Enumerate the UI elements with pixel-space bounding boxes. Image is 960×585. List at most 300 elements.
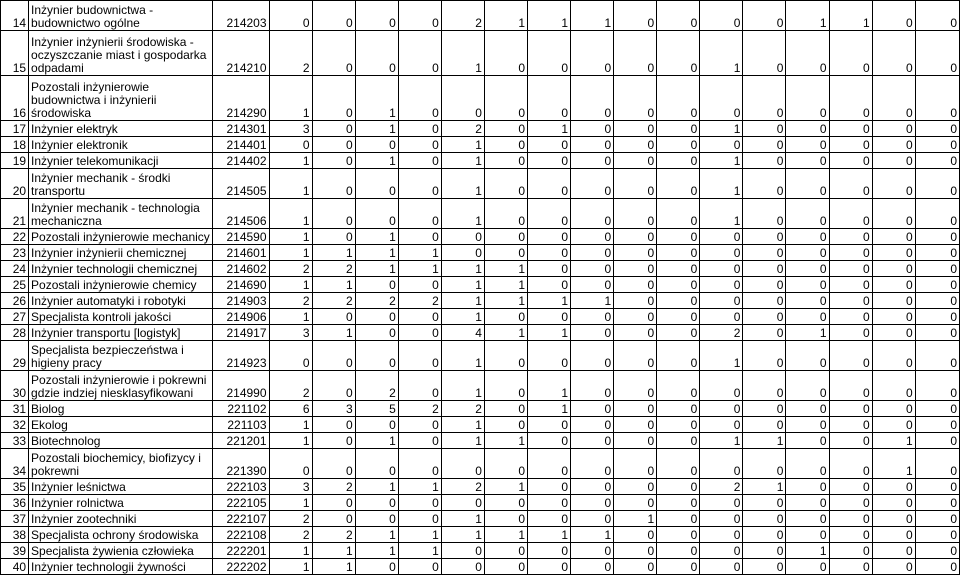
occupation-code: 214917 <box>213 325 269 341</box>
value-cell: 1 <box>441 31 484 76</box>
value-cell: 0 <box>915 76 959 121</box>
row-number: 17 <box>1 121 29 137</box>
value-cell: 0 <box>312 121 355 137</box>
occupation-name: Specjalista żywienia człowieka <box>29 543 213 559</box>
value-cell: 0 <box>355 137 398 153</box>
value-cell: 0 <box>743 229 786 245</box>
row-number: 30 <box>1 371 29 401</box>
value-cell: 0 <box>743 137 786 153</box>
value-cell: 0 <box>743 341 786 371</box>
table-row <box>1 433 960 449</box>
occupation-code: 214590 <box>213 229 269 245</box>
value-cell: 0 <box>872 417 915 433</box>
value-cell: 0 <box>484 449 527 479</box>
value-cell: 0 <box>786 527 829 543</box>
occupation-code: 221102 <box>213 401 269 417</box>
value-cell: 0 <box>915 261 959 277</box>
value-cell: 0 <box>915 153 959 169</box>
value-cell: 1 <box>571 1 614 31</box>
value-cell: 0 <box>915 121 959 137</box>
value-cell: 0 <box>614 401 657 417</box>
value-cell: 0 <box>355 325 398 341</box>
value-cell: 0 <box>872 169 915 199</box>
occupation-name: Biolog <box>29 401 213 417</box>
value-cell: 0 <box>614 543 657 559</box>
value-cell: 0 <box>786 371 829 401</box>
value-cell: 1 <box>355 433 398 449</box>
value-cell: 0 <box>786 245 829 261</box>
value-cell: 0 <box>571 309 614 325</box>
value-cell: 6 <box>269 401 312 417</box>
value-cell: 0 <box>700 401 743 417</box>
value-cell: 2 <box>355 293 398 309</box>
value-cell: 0 <box>829 495 872 511</box>
occupation-code: 221103 <box>213 417 269 433</box>
occupation-name: Biotechnolog <box>29 433 213 449</box>
table-row <box>1 169 960 199</box>
value-cell: 1 <box>441 371 484 401</box>
value-cell: 1 <box>484 293 527 309</box>
value-cell: 0 <box>571 121 614 137</box>
value-cell: 1 <box>355 261 398 277</box>
value-cell: 1 <box>786 543 829 559</box>
value-cell: 0 <box>786 121 829 137</box>
value-cell: 0 <box>614 293 657 309</box>
value-cell: 2 <box>700 479 743 495</box>
occupation-name: Inżynier elektryk <box>29 121 213 137</box>
occupation-name: Specjalista ochrony środowiska <box>29 527 213 543</box>
value-cell: 1 <box>786 1 829 31</box>
value-cell: 0 <box>915 277 959 293</box>
value-cell: 0 <box>528 277 571 293</box>
value-cell: 1 <box>269 559 312 575</box>
value-cell: 1 <box>269 229 312 245</box>
value-cell: 1 <box>312 325 355 341</box>
row-number: 27 <box>1 309 29 325</box>
value-cell: 0 <box>786 137 829 153</box>
value-cell: 0 <box>571 449 614 479</box>
value-cell: 0 <box>700 417 743 433</box>
occupation-name: Inżynier telekomunikacji <box>29 153 213 169</box>
value-cell: 0 <box>312 76 355 121</box>
row-number: 29 <box>1 341 29 371</box>
value-cell: 0 <box>915 543 959 559</box>
value-cell: 0 <box>872 277 915 293</box>
value-cell: 0 <box>872 293 915 309</box>
value-cell: 1 <box>269 153 312 169</box>
value-cell: 1 <box>614 511 657 527</box>
value-cell: 0 <box>743 417 786 433</box>
value-cell: 0 <box>657 449 700 479</box>
value-cell: 0 <box>657 417 700 433</box>
value-cell: 1 <box>269 543 312 559</box>
value-cell: 0 <box>614 76 657 121</box>
occupation-name: Inżynier elektronik <box>29 137 213 153</box>
value-cell: 1 <box>484 479 527 495</box>
value-cell: 1 <box>355 121 398 137</box>
value-cell: 0 <box>743 559 786 575</box>
value-cell: 0 <box>700 1 743 31</box>
value-cell: 0 <box>398 137 441 153</box>
table-row <box>1 199 960 229</box>
table-row <box>1 245 960 261</box>
table-row <box>1 527 960 543</box>
value-cell: 0 <box>269 1 312 31</box>
value-cell: 0 <box>786 229 829 245</box>
value-cell: 0 <box>484 121 527 137</box>
value-cell: 2 <box>312 479 355 495</box>
value-cell: 0 <box>657 511 700 527</box>
value-cell: 0 <box>528 495 571 511</box>
value-cell: 0 <box>571 511 614 527</box>
value-cell: 1 <box>441 153 484 169</box>
value-cell: 0 <box>829 229 872 245</box>
table-row <box>1 341 960 371</box>
value-cell: 0 <box>700 495 743 511</box>
value-cell: 0 <box>355 449 398 479</box>
value-cell: 0 <box>657 341 700 371</box>
occupation-name: Pozostali inżynierowie budownictwa i inżynierii środowiska <box>29 76 213 121</box>
value-cell: 0 <box>915 479 959 495</box>
value-cell: 0 <box>312 229 355 245</box>
value-cell: 0 <box>528 417 571 433</box>
value-cell: 0 <box>614 495 657 511</box>
row-number: 35 <box>1 479 29 495</box>
value-cell: 2 <box>441 401 484 417</box>
value-cell: 0 <box>829 527 872 543</box>
value-cell: 0 <box>786 479 829 495</box>
value-cell: 0 <box>915 527 959 543</box>
value-cell: 0 <box>743 401 786 417</box>
value-cell: 0 <box>786 277 829 293</box>
value-cell: 0 <box>872 341 915 371</box>
value-cell: 0 <box>571 277 614 293</box>
row-number: 38 <box>1 527 29 543</box>
value-cell: 0 <box>484 341 527 371</box>
value-cell: 4 <box>441 325 484 341</box>
value-cell: 1 <box>398 543 441 559</box>
value-cell: 0 <box>484 31 527 76</box>
value-cell: 0 <box>312 153 355 169</box>
value-cell: 1 <box>528 121 571 137</box>
value-cell: 0 <box>743 169 786 199</box>
value-cell: 1 <box>269 169 312 199</box>
value-cell: 0 <box>528 559 571 575</box>
row-number: 33 <box>1 433 29 449</box>
value-cell: 3 <box>269 121 312 137</box>
value-cell: 0 <box>355 495 398 511</box>
value-cell: 0 <box>441 245 484 261</box>
value-cell: 0 <box>657 261 700 277</box>
value-cell: 0 <box>571 417 614 433</box>
value-cell: 1 <box>484 527 527 543</box>
value-cell: 0 <box>571 433 614 449</box>
value-cell: 1 <box>269 245 312 261</box>
row-number: 24 <box>1 261 29 277</box>
occupation-code: 222105 <box>213 495 269 511</box>
table-row <box>1 543 960 559</box>
value-cell: 0 <box>743 1 786 31</box>
value-cell: 0 <box>441 495 484 511</box>
row-number: 32 <box>1 417 29 433</box>
row-number: 20 <box>1 169 29 199</box>
value-cell: 1 <box>312 543 355 559</box>
table-row <box>1 1 960 31</box>
value-cell: 0 <box>398 417 441 433</box>
value-cell: 1 <box>829 1 872 31</box>
value-cell: 2 <box>269 293 312 309</box>
value-cell: 0 <box>657 31 700 76</box>
value-cell: 1 <box>528 293 571 309</box>
row-number: 15 <box>1 31 29 76</box>
occupation-name: Pozostali biochemicy, biofizycy i pokrewni <box>29 449 213 479</box>
value-cell: 0 <box>355 559 398 575</box>
value-cell: 0 <box>829 433 872 449</box>
value-cell: 0 <box>312 495 355 511</box>
value-cell: 0 <box>743 76 786 121</box>
value-cell: 0 <box>657 153 700 169</box>
value-cell: 0 <box>528 449 571 479</box>
occupation-code: 214906 <box>213 309 269 325</box>
value-cell: 0 <box>872 325 915 341</box>
value-cell: 1 <box>441 277 484 293</box>
value-cell: 0 <box>441 229 484 245</box>
value-cell: 5 <box>355 401 398 417</box>
value-cell: 0 <box>915 401 959 417</box>
value-cell: 2 <box>355 371 398 401</box>
occupation-code: 214923 <box>213 341 269 371</box>
value-cell: 0 <box>398 511 441 527</box>
value-cell: 1 <box>398 245 441 261</box>
value-cell: 0 <box>571 371 614 401</box>
value-cell: 1 <box>269 433 312 449</box>
occupation-code: 214290 <box>213 76 269 121</box>
value-cell: 1 <box>484 261 527 277</box>
value-cell: 0 <box>657 121 700 137</box>
value-cell: 0 <box>872 229 915 245</box>
value-cell: 0 <box>915 511 959 527</box>
value-cell: 0 <box>355 199 398 229</box>
occupation-code: 221201 <box>213 433 269 449</box>
value-cell: 0 <box>657 543 700 559</box>
value-cell: 1 <box>700 341 743 371</box>
value-cell: 0 <box>571 325 614 341</box>
occupation-code: 214505 <box>213 169 269 199</box>
value-cell: 0 <box>915 169 959 199</box>
value-cell: 1 <box>269 277 312 293</box>
value-cell: 1 <box>269 199 312 229</box>
value-cell: 0 <box>700 245 743 261</box>
value-cell: 0 <box>872 401 915 417</box>
value-cell: 1 <box>441 293 484 309</box>
value-cell: 0 <box>441 559 484 575</box>
value-cell: 0 <box>872 76 915 121</box>
value-cell: 0 <box>398 309 441 325</box>
value-cell: 0 <box>441 76 484 121</box>
value-cell: 0 <box>571 559 614 575</box>
value-cell: 1 <box>484 325 527 341</box>
occupation-code: 214601 <box>213 245 269 261</box>
value-cell: 0 <box>743 527 786 543</box>
value-cell: 0 <box>398 229 441 245</box>
value-cell: 0 <box>484 401 527 417</box>
row-number: 19 <box>1 153 29 169</box>
value-cell: 0 <box>872 245 915 261</box>
row-number: 28 <box>1 325 29 341</box>
table-row <box>1 293 960 309</box>
value-cell: 0 <box>657 1 700 31</box>
value-cell: 0 <box>614 261 657 277</box>
value-cell: 0 <box>786 559 829 575</box>
value-cell: 0 <box>614 559 657 575</box>
value-cell: 0 <box>528 137 571 153</box>
value-cell: 0 <box>484 511 527 527</box>
value-cell: 2 <box>441 1 484 31</box>
value-cell: 0 <box>571 245 614 261</box>
value-cell: 0 <box>915 325 959 341</box>
table-row <box>1 417 960 433</box>
value-cell: 0 <box>269 449 312 479</box>
value-cell: 1 <box>700 121 743 137</box>
value-cell: 2 <box>269 371 312 401</box>
value-cell: 0 <box>915 559 959 575</box>
value-cell: 2 <box>441 479 484 495</box>
value-cell: 0 <box>915 199 959 229</box>
value-cell: 0 <box>786 261 829 277</box>
value-cell: 1 <box>269 495 312 511</box>
value-cell: 0 <box>398 341 441 371</box>
occupation-code: 214990 <box>213 371 269 401</box>
occupation-code: 221390 <box>213 449 269 479</box>
value-cell: 0 <box>829 371 872 401</box>
value-cell: 1 <box>441 199 484 229</box>
value-cell: 0 <box>872 261 915 277</box>
value-cell: 0 <box>872 511 915 527</box>
table-row <box>1 76 960 121</box>
value-cell: 0 <box>614 1 657 31</box>
value-cell: 0 <box>829 417 872 433</box>
occupation-code: 214401 <box>213 137 269 153</box>
occupation-name: Pozostali inżynierowie mechanicy <box>29 229 213 245</box>
value-cell: 0 <box>528 511 571 527</box>
value-cell: 0 <box>484 137 527 153</box>
value-cell: 0 <box>657 169 700 199</box>
value-cell: 1 <box>528 401 571 417</box>
value-cell: 0 <box>484 417 527 433</box>
table-row <box>1 325 960 341</box>
value-cell: 0 <box>312 199 355 229</box>
value-cell: 0 <box>484 543 527 559</box>
value-cell: 0 <box>915 341 959 371</box>
row-number: 25 <box>1 277 29 293</box>
value-cell: 0 <box>614 433 657 449</box>
value-cell: 0 <box>528 341 571 371</box>
value-cell: 1 <box>398 261 441 277</box>
value-cell: 0 <box>829 559 872 575</box>
value-cell: 0 <box>743 277 786 293</box>
value-cell: 0 <box>657 559 700 575</box>
row-number: 23 <box>1 245 29 261</box>
value-cell: 1 <box>312 277 355 293</box>
value-cell: 1 <box>743 433 786 449</box>
value-cell: 0 <box>657 495 700 511</box>
value-cell: 2 <box>700 325 743 341</box>
value-cell: 0 <box>657 199 700 229</box>
value-cell: 0 <box>614 527 657 543</box>
value-cell: 0 <box>700 137 743 153</box>
value-cell: 0 <box>786 417 829 433</box>
value-cell: 1 <box>441 261 484 277</box>
value-cell: 0 <box>571 261 614 277</box>
table-row <box>1 309 960 325</box>
value-cell: 0 <box>571 199 614 229</box>
value-cell: 0 <box>872 121 915 137</box>
value-cell: 1 <box>528 325 571 341</box>
value-cell: 0 <box>528 169 571 199</box>
value-cell: 2 <box>269 31 312 76</box>
value-cell: 0 <box>355 31 398 76</box>
value-cell: 0 <box>743 199 786 229</box>
table-row <box>1 479 960 495</box>
value-cell: 0 <box>614 121 657 137</box>
value-cell: 0 <box>743 31 786 76</box>
value-cell: 0 <box>829 449 872 479</box>
value-cell: 0 <box>484 559 527 575</box>
value-cell: 0 <box>829 261 872 277</box>
value-cell: 0 <box>915 31 959 76</box>
value-cell: 2 <box>441 121 484 137</box>
value-cell: 0 <box>786 31 829 76</box>
value-cell: 1 <box>441 433 484 449</box>
occupation-name: Pozostali inżynierowie i pokrewni gdzie indziej niesklasyfikowani <box>29 371 213 401</box>
value-cell: 0 <box>484 309 527 325</box>
value-cell: 0 <box>398 169 441 199</box>
value-cell: 0 <box>657 137 700 153</box>
value-cell: 0 <box>829 76 872 121</box>
value-cell: 1 <box>441 137 484 153</box>
value-cell: 0 <box>484 371 527 401</box>
value-cell: 0 <box>614 31 657 76</box>
value-cell: 0 <box>398 449 441 479</box>
occupation-code: 214903 <box>213 293 269 309</box>
value-cell: 0 <box>700 543 743 559</box>
value-cell: 0 <box>571 31 614 76</box>
value-cell: 0 <box>872 137 915 153</box>
occupation-name: Inżynier inżynierii środowiska - oczyszczanie miast i gospodarka odpadami <box>29 31 213 76</box>
table-row <box>1 495 960 511</box>
value-cell: 0 <box>657 277 700 293</box>
value-cell: 0 <box>355 511 398 527</box>
value-cell: 0 <box>700 76 743 121</box>
value-cell: 0 <box>571 229 614 245</box>
value-cell: 0 <box>657 293 700 309</box>
row-number: 37 <box>1 511 29 527</box>
value-cell: 1 <box>312 245 355 261</box>
value-cell: 0 <box>872 559 915 575</box>
value-cell: 0 <box>829 169 872 199</box>
value-cell: 0 <box>743 293 786 309</box>
value-cell: 0 <box>312 1 355 31</box>
value-cell: 2 <box>312 527 355 543</box>
value-cell: 0 <box>915 1 959 31</box>
occupation-name: Inżynier rolnictwa <box>29 495 213 511</box>
value-cell: 0 <box>614 479 657 495</box>
occupation-name: Ekolog <box>29 417 213 433</box>
occupation-code: 222107 <box>213 511 269 527</box>
occupation-name: Inżynier technologii żywności <box>29 559 213 575</box>
value-cell: 0 <box>614 245 657 261</box>
value-cell: 0 <box>528 229 571 245</box>
